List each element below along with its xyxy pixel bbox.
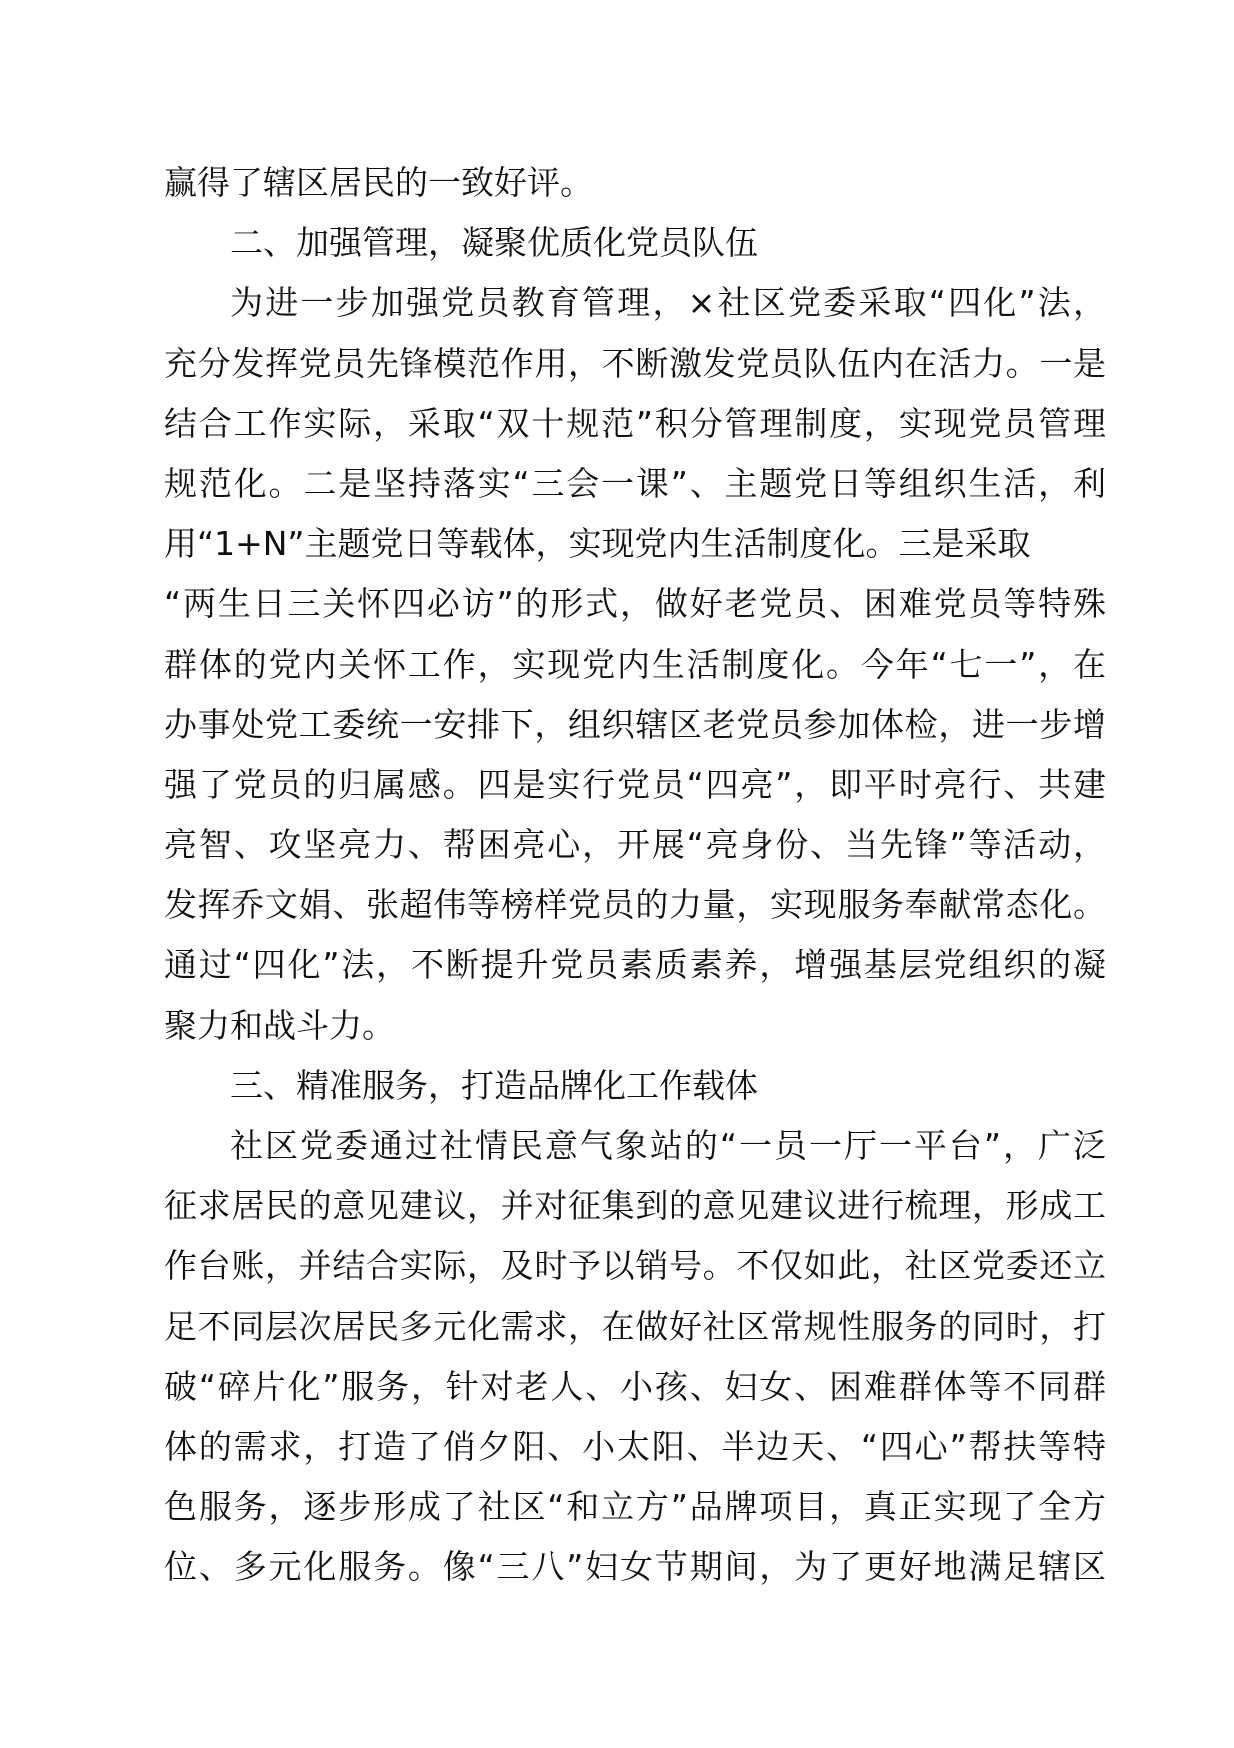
text-line: 作台账，并结合实际，及时予以销号。不仅如此，社区党委还立: [164, 1246, 1106, 1286]
section-3-paragraph: [164, 1116, 1106, 1598]
text-line: 赢得了辖区居民的一致好评。: [164, 163, 593, 202]
text-line: 用“1+N”主题党日等载体，实现党内生活制度化。三是采取: [164, 524, 1031, 564]
text-line: “两生日三关怀四必访”的形式，做好老党员、困难党员等特殊: [164, 584, 1106, 624]
text-line: 足不同层次居民多元化需求，在做好社区常规性服务的同时，打: [164, 1306, 1106, 1346]
paragraph-continued: [164, 153, 1106, 213]
text-line: 规范化。二是坚持落实“三会一课”、主题党日等组织生活，利: [164, 463, 1106, 503]
text-line: 通过“四化”法，不断提升党员素质素养，增强基层党组织的凝: [164, 945, 1106, 985]
text-line: 办事处党工委统一安排下，组织辖区老党员参加体检，进一步增: [164, 704, 1106, 744]
document-body: [164, 153, 1106, 1598]
text-line: 征求居民的意见建议，并对征集到的意见建议进行梳理，形成工: [164, 1186, 1106, 1226]
section-3: [164, 1056, 1106, 1598]
text-line: 为进一步加强党员教育管理，×社区党委采取“四化”法，: [230, 283, 1106, 323]
text-line: 社区党委通过社情民意气象站的“一员一厅一平台”，广泛: [230, 1126, 1106, 1165]
text-line: 充分发挥党员先锋模范作用，不断激发党员队伍内在活力。一是: [164, 343, 1106, 383]
text-line: 发挥乔文娟、张超伟等榜样党员的力量，实现服务奉献常态化。: [164, 885, 1106, 925]
text-line: 强了党员的归属感。四是实行党员“四亮”，即平时亮行、共建: [164, 764, 1106, 804]
text-line: 色服务，逐步形成了社区“和立方”品牌项目，真正实现了全方: [164, 1487, 1106, 1527]
section-2-paragraph: [164, 273, 1106, 1055]
text-line: 破“碎片化”服务，针对老人、小孩、妇女、困难群体等不同群: [164, 1366, 1106, 1406]
text-line: 聚力和战斗力。: [164, 1005, 395, 1045]
section-heading: 三、精准服务，打造品牌化工作载体: [230, 1065, 758, 1105]
section-heading: 二、加强管理，凝聚优质化党员队伍: [230, 223, 758, 263]
text-line: 亮智、攻坚亮力、帮困亮心，开展“亮身份、当先锋”等活动，: [164, 825, 1106, 865]
text-line: 体的需求，打造了俏夕阳、小太阳、半边天、“四心”帮扶等特: [164, 1426, 1106, 1466]
section-2: [164, 213, 1106, 1056]
text-line: 结合工作实际，采取“双十规范”积分管理制度，实现党员管理: [164, 403, 1106, 443]
text-line: 位、多元化服务。像“三八”妇女节期间，为了更好地满足辖区: [164, 1547, 1106, 1587]
text-line: 群体的党内关怀工作，实现党内生活制度化。今年“七一”，在: [164, 644, 1106, 684]
